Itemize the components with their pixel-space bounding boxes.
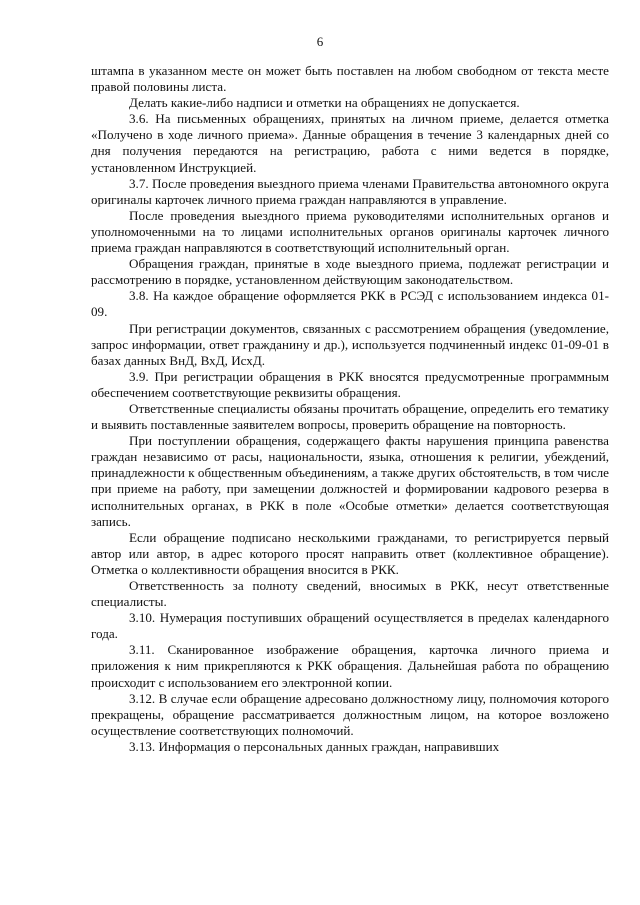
paragraph: 3.12. В случае если обращение адресовано должностному лицу, полномочия которого прекращены, обращение рассматривается должностным лицом, на которое возложено осуществление соответствующих полномочий.	[91, 690, 609, 738]
paragraph: 3.10. Нумерация поступивших обращений осуществляется в пределах календарного года.	[91, 610, 609, 642]
paragraph: 3.9. При регистрации обращения в РКК вносятся предусмотренные программным обеспечением соответствующие реквизиты обращения.	[91, 368, 609, 400]
page-number: 6	[316, 34, 324, 49]
paragraph: 3.13. Информация о персональных данных граждан, направивших	[129, 738, 500, 754]
paragraph: После проведения выездного приема руководителями исполнительных органов и уполномоченными на то лицами исполнительных органов оригиналы карточек личного приема граждан направляются в соответствующий исполнительный орган.	[91, 207, 609, 256]
paragraph: При регистрации документов, связанных с рассмотрением обращения (уведомление, запрос информации, ответ гражданину и др.), используется подчиненный индекс 01-09-01 в базах данных ВнД, ВхД, ИсхД.	[91, 320, 609, 368]
paragraph: Делать какие-либо надписи и отметки на обращениях не допускается.	[129, 95, 520, 111]
paragraph: 3.8. На каждое обращение оформляется РКК в РСЭД с использованием индекса 01-09.	[91, 288, 609, 320]
paragraph: Если обращение подписано несколькими гражданами, то регистрируется первый автор или автор, в адрес которого просят направить ответ (коллективное обращение). Отметка о коллективности обращения вносится в РКК.	[91, 529, 609, 577]
paragraph: Ответственные специалисты обязаны прочитать обращение, определить его тематику и выявить поставленные заявителем вопросы, проверить обращение на повторность.	[91, 400, 609, 433]
paragraph: 3.6. На письменных обращениях, принятых на личном приеме, делается отметка «Получено в ходе личного приема». Данные обращения в течение 3 календарных дней со дня получения передаются на регистрацию, работа с ними ведется в порядке, установленном Инструкцией.	[91, 111, 609, 175]
paragraph: При поступлении обращения, содержащего факты нарушения принципа равенства граждан независимо от расы, национальности, языка, отношения к религии, убеждений, принадлежности к общественным объединениям, а также других обстоятельств, в том числе при приеме на работу, при замещении должностей и формировании кадрового резерва в исполнительных органах, в РКК в поле «Особые отметки» делается соответствующая запись.	[91, 433, 609, 529]
paragraph: 3.7. После проведения выездного приема членами Правительства автономного округа оригиналы карточек личного приема граждан направляются в управление.	[91, 175, 609, 207]
paragraph: 3.11. Сканированное изображение обращения, карточка личного приема и приложения к ним прикрепляются к РКК обращения. Дальнейшая работа по обращению происходит с использованием его электронной копии.	[91, 642, 609, 690]
paragraph: штампа в указанном месте он может быть поставлен на любом свободном от текста месте правой половины листа.	[91, 63, 609, 95]
paragraph: Обращения граждан, принятые в ходе выездного приема, подлежат регистрации и рассмотрению в порядке, установленном действующим законодательством.	[91, 256, 609, 288]
document-body	[91, 63, 609, 755]
paragraph: Ответственность за полноту сведений, вносимых в РКК, несут ответственные специалисты.	[91, 578, 609, 610]
